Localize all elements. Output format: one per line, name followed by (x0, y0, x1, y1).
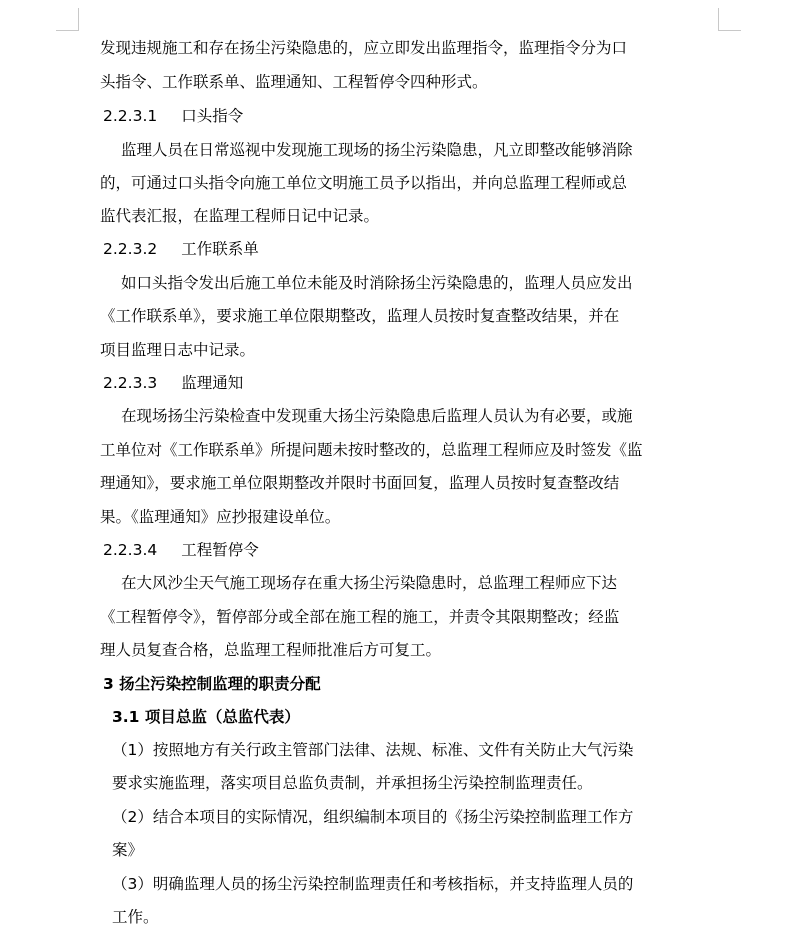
paragraph-line: 工单位对《工作联系单》所提问题未按时整改的，总监理工程师应及时签发《监 (100, 441, 643, 459)
section-heading-3: 3 扬尘污染控制监理的职责分配 (103, 675, 321, 693)
heading-text: 口头指令 (181, 107, 244, 125)
subsection-heading-2231 (103, 106, 243, 126)
heading-number: 2.2.3.2 (103, 240, 158, 258)
list-item-2-line: （2）结合本项目的实际情况，组织编制本项目的《扬尘污染控制监理工作方 (112, 808, 634, 826)
list-item-1-line: 要求实施监理，落实项目总监负责制，并承担扬尘污染控制监理责任。 (112, 774, 593, 792)
paragraph-line: 在现场扬尘污染检查中发现重大扬尘污染隐患后监理人员认为有必要，或施 (121, 407, 633, 425)
heading-number: 2.2.3.1 (103, 107, 158, 125)
heading-text: 工程暂停令 (181, 541, 259, 559)
crop-mark-top-right (718, 8, 741, 31)
paragraph-line: 如口头指令发出后施工单位未能及时消除扬尘污染隐患的，监理人员应发出 (121, 274, 633, 292)
paragraph-line: 果。《监理通知》应抄报建设单位。 (100, 508, 341, 526)
paragraph-line: 理通知》，要求施工单位限期整改并限时书面回复，监理人员按时复查整改结 (100, 474, 620, 492)
list-item-3-line: （3）明确监理人员的扬尘污染控制监理责任和考核指标，并支持监理人员的 (112, 875, 634, 893)
heading-number: 2.2.3.4 (103, 541, 158, 559)
paragraph-line: 监理人员在日常巡视中发现施工现场的扬尘污染隐患，凡立即整改能够消除 (121, 141, 633, 159)
paragraph-line: 《工程暂停令》，暂停部分或全部在施工程的施工，并责令其限期整改；经监 (100, 608, 620, 626)
subsection-heading-2233 (103, 373, 243, 393)
paragraph-line: 的，可通过口头指令向施工单位文明施工员予以指出，并向总监理工程师或总 (100, 174, 628, 192)
heading-number: 2.2.3.3 (103, 374, 158, 392)
list-item-2-line: 案》 (112, 841, 144, 859)
subsection-heading-2232 (103, 239, 259, 259)
heading-text: 监理通知 (181, 374, 244, 392)
paragraph-line: 《工作联系单》，要求施工单位限期整改，监理人员按时复查整改结果，并在 (100, 307, 620, 325)
section-heading-3-1: 3.1 项目总监（总监代表） (112, 708, 300, 726)
list-item-3-line: 工作。 (112, 908, 159, 926)
list-item-1-line: （1）按照地方有关行政主管部门法律、法规、标准、文件有关防止大气污染 (112, 741, 634, 759)
crop-mark-top-left (56, 8, 79, 31)
paragraph-line: 理人员复查合格，总监理工程师批准后方可复工。 (100, 641, 442, 659)
subsection-heading-2234 (103, 540, 259, 560)
paragraph-line: 发现违规施工和存在扬尘污染隐患的，应立即发出监理指令，监理指令分为口 (100, 39, 628, 57)
paragraph-line: 项目监理日志中记录。 (100, 341, 256, 359)
paragraph-line: 在大风沙尘天气施工现场存在重大扬尘污染隐患时，总监理工程师应下达 (121, 574, 618, 592)
paragraph-line: 监代表汇报，在监理工程师日记中记录。 (100, 207, 380, 225)
heading-text: 工作联系单 (181, 240, 259, 258)
paragraph-line: 头指令、工作联系单、监理通知、工程暂停令四种形式。 (100, 73, 488, 91)
